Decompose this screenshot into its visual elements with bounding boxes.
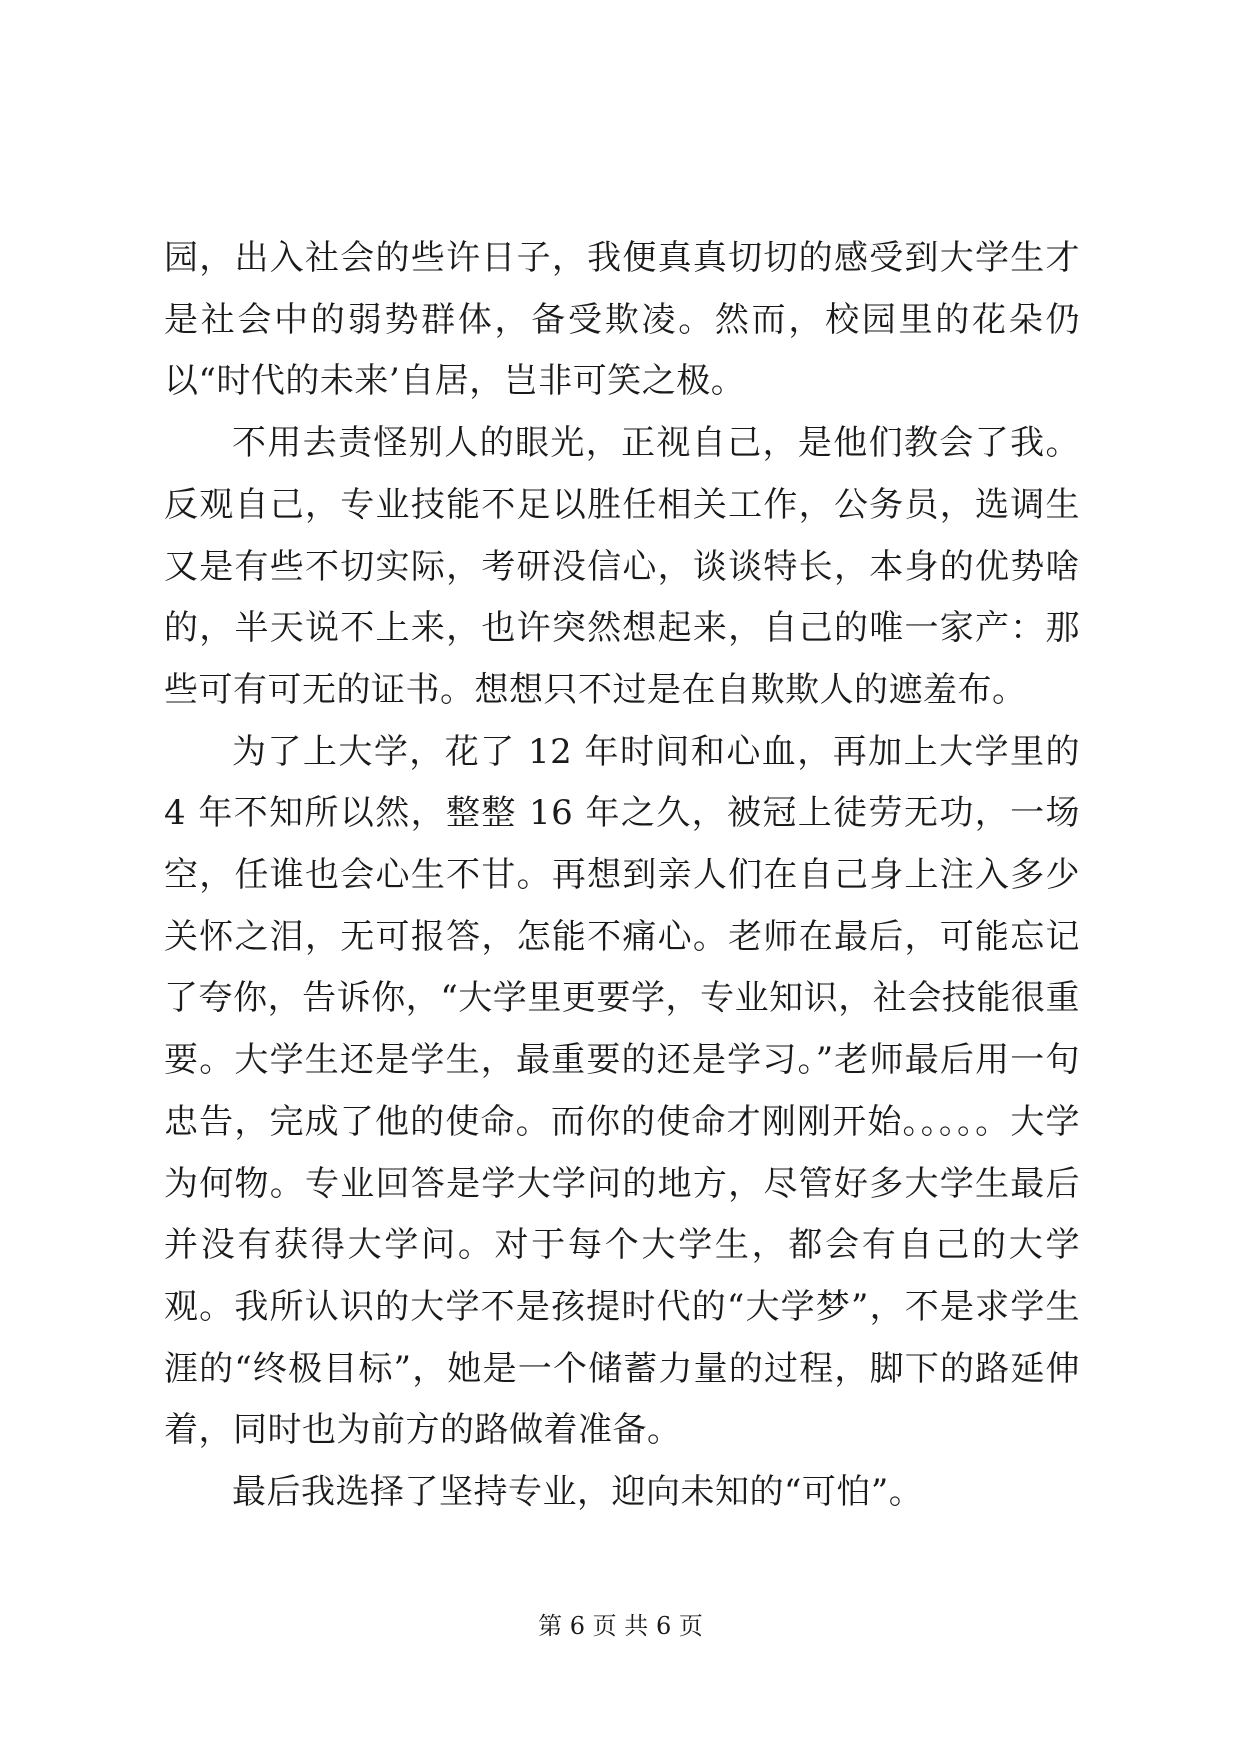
- paragraph-4: 最后我选择了坚持专业，迎向未知的“可怕”。: [232, 1472, 924, 1513]
- paragraph-2: 不用去责怪别人的眼光，正视自己，是他们教会了我。反观自己，专业技能不足以胜任相关工作，公务员，选调生又是有些不切实际，考研没信心，谈谈特长，本身的优势啥的，半天说不上来，也许突然想起来，自己的唯一家产：那些可有可无的证书。想想只不过是在自欺欺人的遮羞布。: [164, 423, 1080, 710]
- page-footer: 第 6 页 共 6 页: [538, 1612, 703, 1640]
- paragraph-1: 园，出入社会的些许日子，我便真真切切的感受到大学生才是社会中的弱势群体，备受欺凌。然而，校园里的花朵仍以“时代的未来’自居，岂非可笑之极。: [164, 238, 1080, 402]
- body-text: [164, 228, 1080, 1524]
- paragraph-3: 为了上大学，花了 12 年时间和心血，再加上大学里的 4 年不知所以然，整整 16 年之久，被冠上徒劳无功，一场空，任谁也会心生不甘。再想到亲人们在自己身上注入多少关怀之泪，无可报答，怎能不痛心。老师在最后，可能忘记了夸你，告诉你，“大学里更要学，专业知识，社会技能很重要。大学生还是学生，最重要的还是学习。”老师最后用一句忠告，完成了他的使命。而你的使命才刚刚开始。。。。。大学为何物。专业回答是学大学问的地方，尽管好多大学生最后并没有获得大学问。对于每个大学生，都会有自己的大学观。我所认识的大学不是孩提时代的“大学梦”，不是求学生涯的“终极目标”，她是一个储蓄力量的过程，脚下的路延伸着，同时也为前方的路做着准备。: [164, 731, 1080, 1451]
